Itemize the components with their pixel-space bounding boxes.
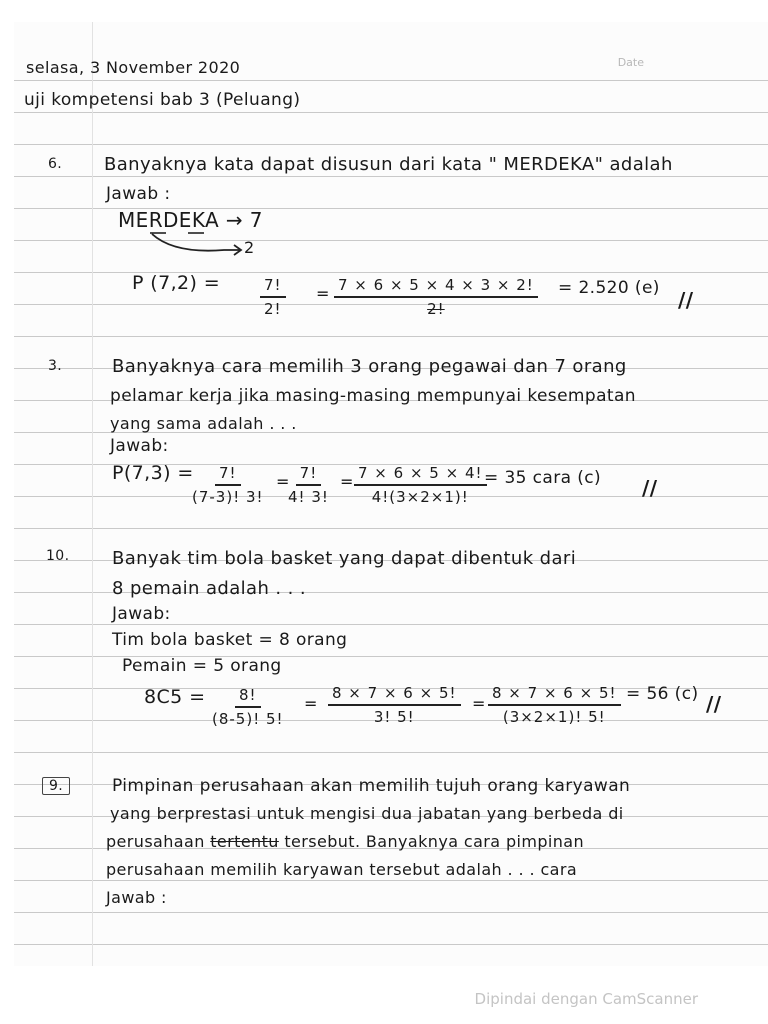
problem-6-arrow-label: 2	[244, 238, 255, 257]
problem-3-equals-2: =	[340, 472, 354, 491]
problem-3-question-line-1: Banyaknya cara memilih 3 orang pegawai dan 7 orang	[112, 356, 627, 377]
problem-3-lhs: P(7,3) =	[112, 462, 194, 484]
date-stamp: Date	[617, 56, 644, 69]
problem-10-answer-label: Jawab:	[112, 604, 171, 624]
problem-3-question-line-3: yang sama adalah . . .	[110, 414, 297, 433]
problem-3-fraction-3-denominator: 4!(3×2×1)!	[371, 488, 469, 506]
problem-10-question-line-2: 8 pemain adalah . . .	[112, 578, 307, 599]
problem-10-end-mark: //	[706, 692, 722, 716]
problem-10-fraction-1	[212, 686, 284, 728]
problem-10-lhs: 8C5 =	[144, 686, 206, 708]
problem-6-fraction-2	[334, 276, 538, 318]
problem-10-result: = 56 (c)	[626, 684, 699, 704]
problem-6-end-mark: //	[678, 288, 694, 312]
problem-3-question-line-2: pelamar kerja jika masing-masing mempunyai kesempatan	[110, 386, 636, 406]
problem-10-fraction-2-numerator: 8 × 7 × 6 × 5!	[328, 684, 461, 706]
problem-10-equals-2: =	[472, 694, 486, 713]
problem-10-fraction-1-numerator: 8!	[235, 686, 261, 708]
problem-10-fraction-3-numerator: 8 × 7 × 6 × 5!	[488, 684, 621, 706]
problem-6-fraction-2-numerator: 7 × 6 × 5 × 4 × 3 × 2!	[334, 276, 538, 298]
problem-6-result: = 2.520 (e)	[558, 278, 660, 298]
problem-10-given-2: Pemain = 5 orang	[122, 656, 282, 676]
problem-6-number: 6.	[48, 156, 63, 172]
problem-9-answer-label: Jawab :	[106, 888, 167, 907]
problem-3-fraction-1-numerator: 7!	[215, 464, 241, 486]
problem-9-question-line-4: perusahaan memilih karyawan tersebut adalah . . . cara	[106, 860, 578, 879]
problem-3-equals-1: =	[276, 472, 290, 491]
problem-3-fraction-1	[192, 464, 264, 506]
problem-9-struck-word: tertentu	[210, 832, 279, 851]
problem-6-equals: =	[316, 284, 330, 303]
page-date: selasa, 3 November 2020	[26, 58, 241, 77]
problem-10-number: 10.	[46, 548, 70, 564]
problem-10-question-line-1: Banyak tim bola basket yang dapat dibentuk dari	[112, 548, 577, 569]
problem-6-question: Banyaknya kata dapat disusun dari kata " MERDEKA" adalah	[104, 154, 673, 175]
problem-10-fraction-2-denominator: 3! 5!	[373, 708, 415, 726]
problem-6-work-line: MERDEKA → 7	[118, 208, 263, 232]
problem-9-number	[42, 778, 70, 794]
problem-3-result: = 35 cara (c)	[484, 468, 602, 488]
problem-9-question-line-2: yang berprestasi untuk mengisi dua jabatan yang berbeda di	[110, 804, 624, 823]
camscanner-watermark: Dipindai dengan CamScanner	[474, 990, 698, 1008]
problem-6-fraction-1-numerator: 7!	[260, 276, 286, 298]
problem-6-fraction-1	[260, 276, 286, 318]
problem-3-fraction-2-numerator: 7!	[296, 464, 322, 486]
problem-6-fraction-1-denominator: 2!	[264, 300, 282, 318]
problem-3-fraction-3	[354, 464, 487, 506]
problem-3-end-mark: //	[642, 476, 658, 500]
problem-9-number-box: 9.	[42, 777, 70, 795]
problem-10-fraction-1-denominator: (8-5)! 5!	[212, 710, 284, 728]
problem-10-equals-1: =	[304, 694, 318, 713]
problem-3-fraction-3-numerator: 7 × 6 × 5 × 4!	[354, 464, 487, 486]
problem-10-fraction-3	[488, 684, 621, 726]
problem-6-curve-arrow	[144, 230, 254, 256]
page-title: uji kompetensi bab 3 (Peluang)	[24, 90, 301, 110]
problem-3-answer-label: Jawab:	[110, 436, 169, 456]
problem-9-question-line-1: Pimpinan perusahaan akan memilih tujuh orang karyawan	[112, 776, 631, 796]
problem-6-lhs: P (7,2) =	[132, 272, 221, 294]
problem-6-answer-label: Jawab :	[106, 184, 171, 204]
problem-6-fraction-2-denominator: 2!	[427, 300, 445, 318]
problem-3-fraction-1-denominator: (7-3)! 3!	[192, 488, 264, 506]
problem-10-given-1: Tim bola basket = 8 orang	[112, 630, 348, 650]
problem-3-number: 3.	[48, 358, 63, 374]
problem-10-fraction-3-denominator: (3×2×1)! 5!	[502, 708, 606, 726]
problem-10-fraction-2	[328, 684, 461, 726]
problem-3-fraction-2-denominator: 4! 3!	[288, 488, 329, 506]
problem-9-question-line-3: perusahaan tertentu tersebut. Banyaknya cara pimpinan	[106, 832, 585, 851]
notebook-page	[14, 22, 768, 966]
problem-3-fraction-2	[288, 464, 329, 506]
